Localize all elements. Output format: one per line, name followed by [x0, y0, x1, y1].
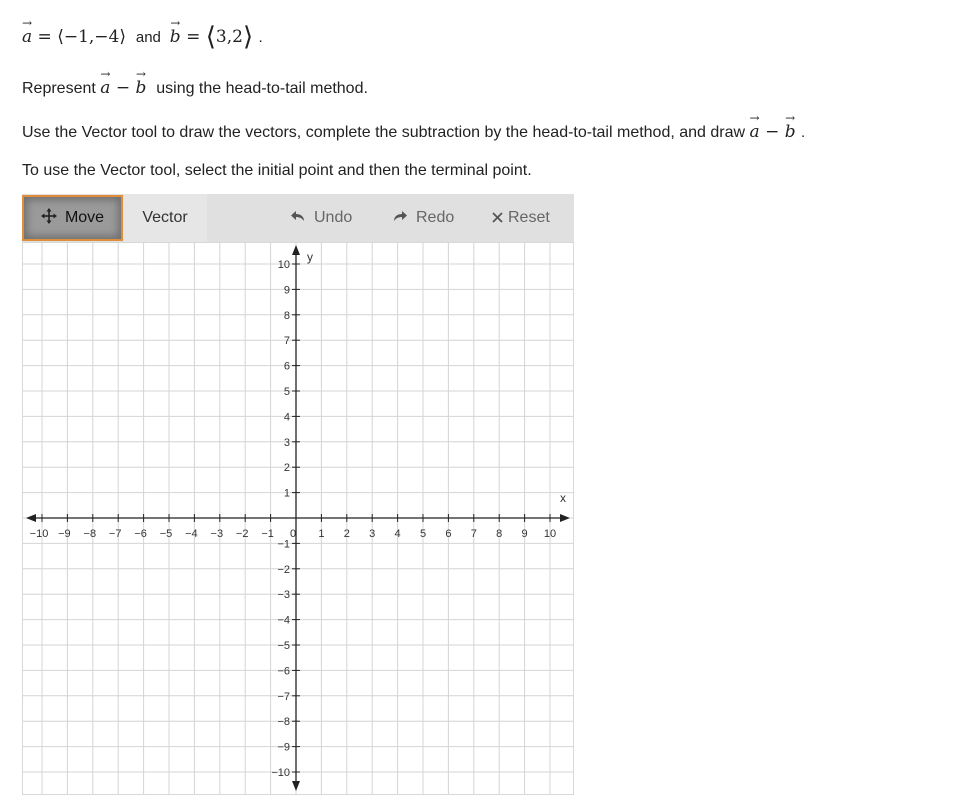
b-close-bracket: ⟩	[242, 22, 254, 52]
undo-button[interactable]	[290, 194, 352, 242]
x-tick-label: 10	[543, 528, 557, 540]
b-open-bracket: ⟨	[205, 22, 216, 52]
move-tool-button[interactable]	[22, 195, 123, 241]
represent-prefix: Represent	[22, 80, 96, 97]
y-tick-label: 4	[283, 411, 290, 424]
x-axis-label: x	[560, 491, 566, 505]
tool-hint: To use the Vector tool, select the initial point and then the terminal point.	[22, 162, 532, 179]
y-axis-arrow-up	[292, 245, 300, 255]
x-tick-label: 6	[445, 528, 452, 540]
x-tick-label: 5	[419, 528, 427, 540]
and-text: and	[135, 29, 161, 46]
vector-a-value: ⟨−1,−4⟩	[57, 27, 126, 47]
graph-area[interactable]	[22, 242, 574, 795]
x-tick-label: −1	[261, 528, 274, 540]
vector-definitions	[22, 22, 263, 52]
reset-label: Reset	[508, 209, 550, 226]
y-tick-label: 1	[283, 487, 290, 500]
y-tick-label: 10	[277, 259, 290, 271]
graph-toolbar	[22, 194, 574, 242]
y-tick-label: −7	[277, 690, 290, 703]
redo-label: Redo	[416, 209, 455, 226]
instruction-text	[22, 122, 805, 142]
undo-label: Undo	[314, 209, 353, 226]
definition-period: .	[258, 29, 263, 46]
move-label: Move	[64, 209, 105, 226]
vector-b-symbol: → b	[170, 27, 181, 47]
x-axis-arrow-right	[560, 514, 570, 522]
vector-label: Vector	[142, 209, 188, 226]
y-tick-label: 3	[283, 436, 290, 449]
vector-a-symbol: → a	[22, 27, 32, 47]
x-tick-label: −5	[159, 528, 173, 540]
x-tick-label: 9	[521, 528, 528, 540]
y-tick-label: −6	[277, 665, 290, 678]
equals-sign-2: =	[186, 27, 201, 47]
y-tick-label: −1	[277, 538, 290, 551]
minus-sign: −	[115, 78, 131, 98]
y-tick-label: −8	[277, 716, 290, 729]
equals-sign: =	[37, 27, 52, 47]
y-tick-label: −2	[277, 563, 290, 576]
y-tick-label: 8	[283, 309, 290, 322]
vector-b-components: 3,2	[215, 27, 243, 47]
y-tick-label: −9	[277, 741, 290, 754]
y-tick-label: 2	[283, 462, 290, 475]
redo-arrow-icon	[392, 209, 408, 227]
vector-b-symbol-3: → b	[785, 122, 796, 142]
vector-b-symbol-2: → b	[135, 78, 146, 98]
x-tick-label: 8	[496, 528, 503, 540]
vector-a-symbol-2: → a	[100, 78, 110, 98]
reset-button[interactable]	[492, 194, 550, 242]
x-tick-label: −8	[83, 528, 97, 540]
y-tick-label: −5	[277, 640, 290, 652]
instruction-prefix: Use the Vector tool to draw the vectors, complete the subtraction by the head-to-tail method, and draw	[22, 124, 746, 141]
move-arrows-icon	[41, 208, 57, 228]
x-tick-label: 3	[369, 528, 376, 540]
represent-text	[22, 78, 368, 98]
redo-button[interactable]	[392, 194, 454, 242]
x-tick-label: −4	[185, 528, 198, 540]
x-tick-label: 2	[343, 528, 350, 540]
x-tick-label: −10	[29, 528, 49, 540]
x-tick-label: −9	[58, 528, 71, 540]
x-axis-arrow-left	[26, 514, 36, 522]
y-tick-label: 7	[283, 335, 290, 348]
close-x-icon	[492, 210, 503, 227]
y-tick-label: 6	[283, 360, 290, 373]
y-axis-label: y	[307, 250, 313, 264]
x-tick-label: 4	[394, 528, 401, 540]
y-tick-label: −10	[271, 767, 290, 779]
y-axis-arrow-down	[292, 781, 300, 791]
y-tick-label: 9	[283, 284, 290, 297]
y-tick-label: −4	[277, 614, 290, 627]
represent-suffix: using the head-to-tail method.	[156, 80, 368, 97]
instruction-period: .	[801, 124, 806, 141]
x-tick-label: −6	[134, 528, 147, 540]
y-tick-label: 5	[283, 386, 290, 398]
y-tick-label: −3	[277, 589, 290, 602]
minus-sign-2: −	[765, 122, 780, 142]
undo-arrow-icon	[290, 209, 306, 227]
x-tick-label: −3	[210, 528, 224, 540]
x-tick-label: 7	[470, 528, 477, 540]
coordinate-plane[interactable]	[23, 243, 573, 794]
origin-label: 0	[290, 528, 297, 540]
x-tick-label: 1	[318, 528, 325, 540]
vector-a-symbol-3: → a	[750, 122, 760, 142]
x-tick-label: −2	[235, 528, 249, 540]
x-tick-label: −7	[108, 528, 122, 540]
vector-tool-button[interactable]	[123, 194, 207, 242]
